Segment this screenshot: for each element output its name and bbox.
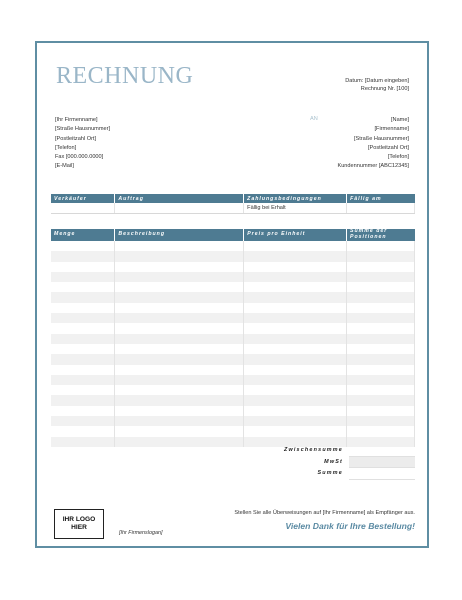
subtotal-value[interactable] [349,445,415,457]
item-qty-cell[interactable] [51,262,115,272]
order-cell-order[interactable] [115,203,244,214]
invoice-page [35,41,429,548]
item-unit-price-cell[interactable] [244,313,347,323]
table-row [51,416,415,426]
item-qty-cell[interactable] [51,282,115,292]
item-desc-cell[interactable] [115,395,244,405]
item-qty-cell[interactable] [51,354,115,364]
item-desc-cell[interactable] [115,426,244,436]
table-row [51,365,415,375]
date-field[interactable]: Datum: [Datum eingeben] [345,78,409,84]
table-row [51,292,415,302]
item-line-total-cell[interactable] [347,313,415,323]
invoice-title: RECHNUNG [56,63,194,89]
item-unit-price-cell[interactable] [244,385,347,395]
item-desc-cell[interactable] [115,416,244,426]
item-unit-price-cell[interactable] [244,406,347,416]
item-line-total-cell[interactable] [347,375,415,385]
customer-number[interactable]: Kundennummer [ABC12345] [337,163,409,170]
items-header-qty: Menge [51,229,115,241]
item-desc-cell[interactable] [115,344,244,354]
subtotal-label: Zwischensumme [283,447,343,453]
item-qty-cell[interactable] [51,395,115,405]
items-header-desc: Beschreibung [115,229,244,241]
order-header-order: Auftrag [115,194,244,203]
payment-note: Stellen Sie alle Überweisungen auf [Ihr Firmenname] als Empfänger aus. [234,510,415,516]
invoice-meta [345,77,409,94]
logo-text: IHR LOGO HIER [62,516,96,531]
item-line-total-cell[interactable] [347,365,415,375]
item-desc-cell[interactable] [115,241,244,251]
item-unit-price-cell[interactable] [244,251,347,261]
item-desc-cell[interactable] [115,354,244,364]
item-desc-cell[interactable] [115,375,244,385]
item-desc-cell[interactable] [115,385,244,395]
table-row [51,323,415,333]
totals-block [51,445,415,480]
table-row [51,303,415,313]
item-desc-cell[interactable] [115,282,244,292]
table-row [51,334,415,344]
table-row [51,406,415,416]
item-line-total-cell[interactable] [347,282,415,292]
total-value[interactable] [349,468,415,480]
sender-email[interactable]: [E-Mail] [55,163,74,170]
invoice-number-field[interactable]: Rechnung Nr. [100] [360,86,409,93]
items-header-unit-price: Preis pro Einheit [244,229,347,241]
item-unit-price-cell[interactable] [244,272,347,282]
item-qty-cell[interactable] [51,385,115,395]
item-unit-price-cell[interactable] [244,282,347,292]
item-qty-cell[interactable] [51,323,115,333]
item-unit-price-cell[interactable] [244,334,347,344]
item-qty-cell[interactable] [51,334,115,344]
item-qty-cell[interactable] [51,272,115,282]
item-line-total-cell[interactable] [347,292,415,302]
item-desc-cell[interactable] [115,365,244,375]
table-row [51,375,415,385]
table-row [51,272,415,282]
item-qty-cell[interactable] [51,375,115,385]
item-qty-cell[interactable] [51,292,115,302]
item-qty-cell[interactable] [51,344,115,354]
recipient-street[interactable]: [Straße Hausnummer] [353,135,409,142]
sender-street[interactable]: [Straße Hausnummer] [55,126,111,133]
item-desc-cell[interactable] [115,303,244,313]
order-header-seller: Verkäufer [51,194,115,203]
item-unit-price-cell[interactable] [244,375,347,385]
table-row [51,262,415,272]
table-row [51,313,415,323]
item-unit-price-cell[interactable] [244,303,347,313]
item-line-total-cell[interactable] [347,334,415,344]
item-line-total-cell[interactable] [347,241,415,251]
item-unit-price-cell[interactable] [244,292,347,302]
item-line-total-cell[interactable] [347,395,415,405]
order-cell-terms[interactable]: Fällig bei Erhalt [244,203,347,214]
item-desc-cell[interactable] [115,262,244,272]
item-unit-price-cell[interactable] [244,426,347,436]
recipient-block [337,116,409,172]
item-qty-cell[interactable] [51,313,115,323]
table-row [51,395,415,405]
item-desc-cell[interactable] [115,251,244,261]
item-desc-cell[interactable] [115,406,244,416]
item-desc-cell[interactable] [115,323,244,333]
table-row [51,241,415,251]
sender-phone[interactable]: [Telefon] [55,144,77,151]
sender-company[interactable]: [Ihr Firmenname] [55,117,98,123]
item-unit-price-cell[interactable] [244,323,347,333]
item-unit-price-cell[interactable] [244,354,347,364]
item-desc-cell[interactable] [115,292,244,302]
item-line-total-cell[interactable] [347,426,415,436]
item-unit-price-cell[interactable] [244,262,347,272]
item-qty-cell[interactable] [51,365,115,375]
items-header-line-total: Summe der Positionen [347,229,415,241]
item-line-total-cell[interactable] [347,416,415,426]
item-desc-cell[interactable] [115,313,244,323]
order-cell-due[interactable] [347,203,415,214]
item-line-total-cell[interactable] [347,303,415,313]
item-unit-price-cell[interactable] [244,416,347,426]
tax-value[interactable] [349,457,415,469]
sender-block [55,116,110,172]
item-desc-cell[interactable] [115,334,244,344]
thank-you-message: Vielen Dank für Ihre Bestellung! [285,521,415,531]
items-table [51,229,415,447]
order-cell-seller[interactable] [51,203,115,214]
recipient-phone[interactable]: [Telefon] [387,154,409,161]
order-table [51,194,415,214]
item-desc-cell[interactable] [115,272,244,282]
item-qty-cell[interactable] [51,406,115,416]
item-line-total-cell[interactable] [347,323,415,333]
recipient-city[interactable]: [Postleitzahl Ort] [367,144,409,151]
item-line-total-cell[interactable] [347,251,415,261]
item-line-total-cell[interactable] [347,262,415,272]
item-unit-price-cell[interactable] [244,241,347,251]
item-unit-price-cell[interactable] [244,344,347,354]
item-line-total-cell[interactable] [347,272,415,282]
item-unit-price-cell[interactable] [244,395,347,405]
item-line-total-cell[interactable] [347,344,415,354]
total-label: Summe [317,470,343,477]
item-line-total-cell[interactable] [347,385,415,395]
recipient-company[interactable]: [Firmenname] [374,126,409,133]
item-qty-cell[interactable] [51,241,115,251]
table-row [51,282,415,292]
table-row [51,385,415,395]
item-unit-price-cell[interactable] [244,365,347,375]
table-row [51,251,415,261]
item-qty-cell[interactable] [51,303,115,313]
item-qty-cell[interactable] [51,426,115,436]
item-line-total-cell[interactable] [347,406,415,416]
item-qty-cell[interactable] [51,416,115,426]
recipient-name[interactable]: [Name] [390,117,409,123]
item-line-total-cell[interactable] [347,354,415,364]
order-header-due: Fällig am [347,194,415,203]
tax-label: MwSt [324,458,343,465]
item-qty-cell[interactable] [51,251,115,261]
sender-city[interactable]: [Postleitzahl Ort] [55,135,97,142]
company-slogan[interactable]: [Ihr Firmenslogan] [119,530,163,536]
sender-fax[interactable]: Fax [000.000.0000] [55,154,104,161]
table-row [51,354,415,364]
order-header-terms: Zahlungsbedingungen [244,194,347,203]
recipient-label: AN [310,116,318,122]
table-row [51,426,415,436]
table-row [51,344,415,354]
logo-placeholder[interactable] [54,509,104,539]
